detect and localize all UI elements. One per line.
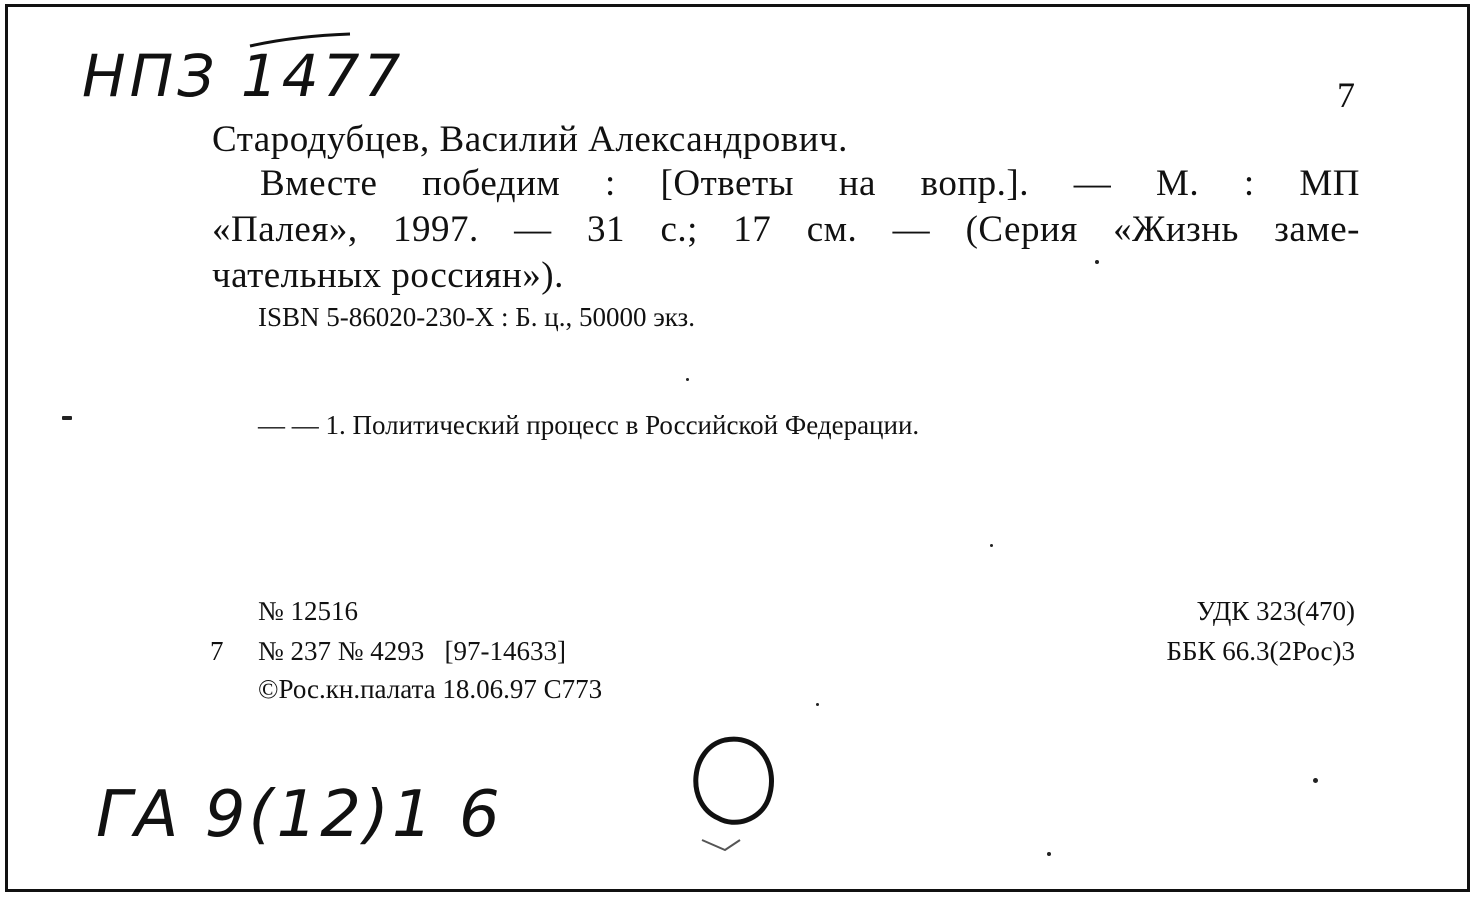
- handwritten-overline: [245, 30, 355, 52]
- scan-speck: [1047, 852, 1051, 856]
- record-prefix: 7: [210, 636, 224, 666]
- scan-speck: [1313, 778, 1318, 783]
- handwritten-classification: ГА 9(12)1 6: [96, 778, 503, 852]
- card-number: 7: [1337, 75, 1356, 115]
- author-heading: Стародубцев, Василий Александрович.: [212, 119, 848, 160]
- subject-heading: — — 1. Политический процесс в Российской Федерации.: [258, 410, 920, 440]
- copyright-line: ©Рос.кн.палата 18.06.97 С773: [258, 674, 603, 704]
- handwritten-circle-mark: [680, 728, 790, 858]
- title-line-3: чательных россиян»).: [212, 255, 564, 296]
- scan-speck: [686, 378, 689, 381]
- scan-speck: [990, 544, 993, 547]
- scan-speck: [1095, 260, 1099, 264]
- scan-speck: [816, 703, 819, 706]
- handwritten-shelf-mark: НПЗ 1477: [82, 42, 405, 110]
- record-register-line: № 237 № 4293 [97-14633]: [258, 636, 566, 666]
- title-line-2: «Палея», 1997. — 31 с.; 17 см. — (Серия «Жизнь заме-: [212, 209, 1360, 250]
- scan-speck: [62, 416, 72, 420]
- isbn-line: ISBN 5-86020-230-X : Б. ц., 50000 экз.: [258, 302, 695, 332]
- title-line-1: Вместе победим : [Ответы на вопр.]. — М. : МП: [260, 163, 1360, 204]
- bbk-code: ББК 66.3(2Рос)3: [1166, 636, 1355, 666]
- record-number-line: № 12516: [258, 596, 359, 626]
- udk-code: УДК 323(470): [1196, 596, 1355, 626]
